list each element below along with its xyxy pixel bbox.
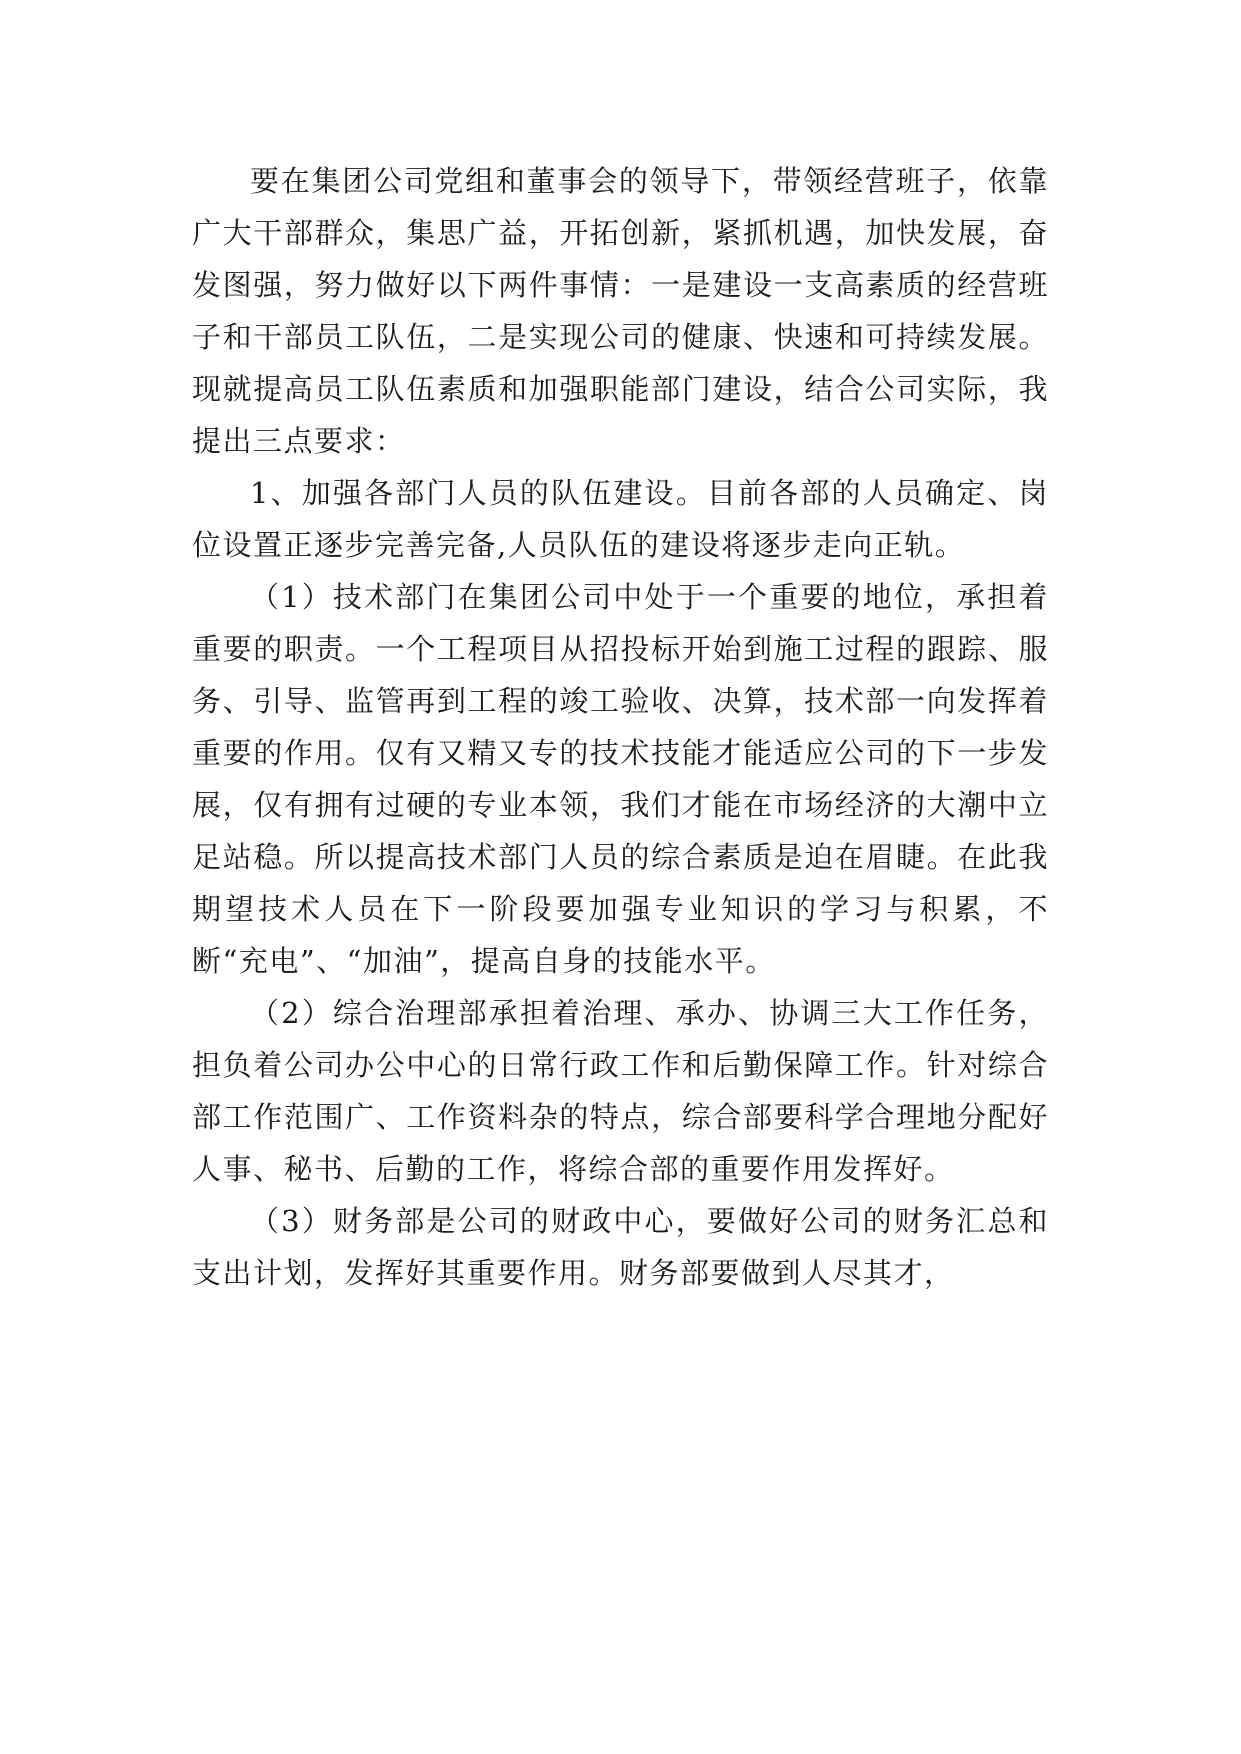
paragraph-intro: 要在集团公司党组和董事会的领导下，带领经营班子，依靠广大干部群众，集思广益，开拓创新，紧抓机遇，加快发展，奋发图强，努力做好以下两件事情：一是建设一支高素质的经营班子和干部员工队伍，二是实现公司的健康、快速和可持续发展。现就提高员工队伍素质和加强职能部门建设，结合公司实际，我提出三点要求： — [192, 164, 1049, 458]
paragraph-finance-dept: （3）财务部是公司的财政中心，要做好公司的财务汇总和支出计划，发挥好其重要作用。财务部要做到人尽其才， — [192, 1204, 1049, 1290]
paragraph-general-affairs-dept: （2）综合治理部承担着治理、承办、协调三大工作任务，担负着公司办公中心的日常行政工作和后勤保障工作。针对综合部工作范围广、工作资料杂的特点，综合部要科学合理地分配好人事、秘书、后勤的工作，将综合部的重要作用发挥好。 — [192, 996, 1049, 1186]
document-body — [192, 155, 1049, 1299]
paragraph-requirement-1: 1、加强各部门人员的队伍建设。目前各部的人员确定、岗位设置正逐步完善完备,人员队伍的建设将逐步走向正轨。 — [192, 476, 1049, 562]
paragraph-technical-dept: （1）技术部门在集团公司中处于一个重要的地位，承担着重要的职责。一个工程项目从招投标开始到施工过程的跟踪、服务、引导、监管再到工程的竣工验收、决算，技术部一向发挥着重要的作用。仅有又精又专的技术技能才能适应公司的下一步发展，仅有拥有过硬的专业本领，我们才能在市场经济的大潮中立足站稳。所以提高技术部门人员的综合素质是迫在眉睫。在此我期望技术人员在下一阶段要加强专业知识的学习与积累，不断“充电”、“加油”，提高自身的技能水平。 — [192, 580, 1049, 978]
